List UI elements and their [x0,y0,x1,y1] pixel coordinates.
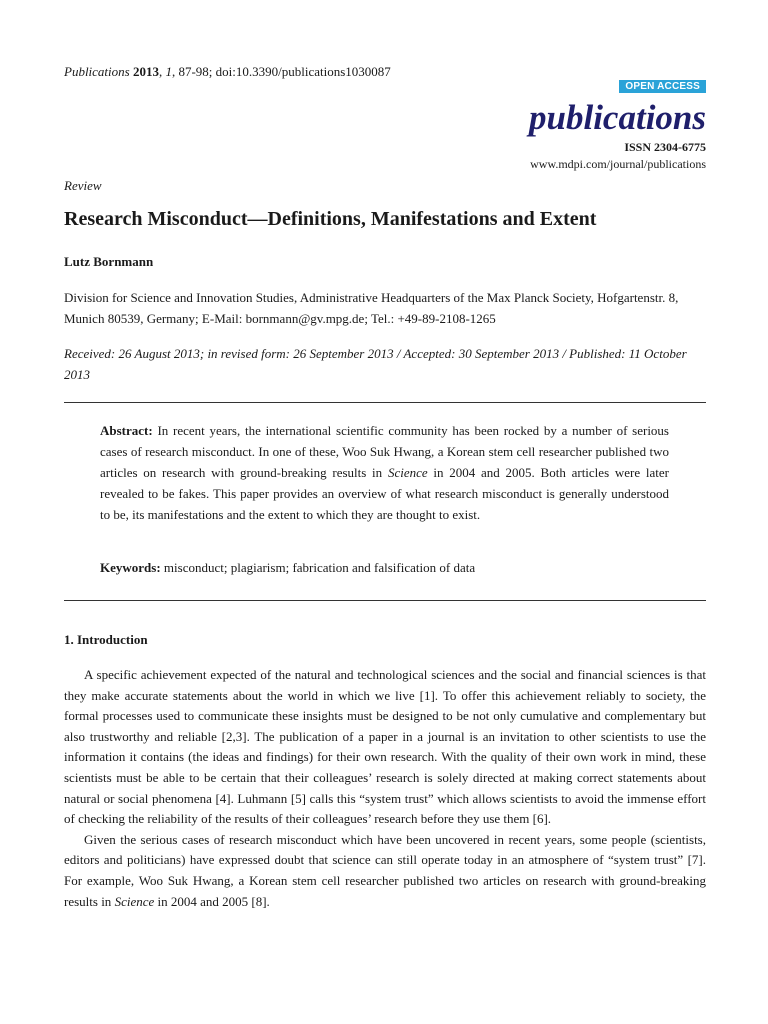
citation-volume: 1 [165,64,172,79]
publication-dates: Received: 26 August 2013; in revised form: 26 September 2013 / Accepted: 30 September 2013 / Published: 11 October 2013 [64,346,687,382]
issn: ISSN 2304-6775 [624,140,706,154]
abstract-label: Abstract: [100,423,153,438]
journal-logo: publications [529,98,706,137]
abstract-text-a: In recent years, the international scientific community has been rocked by a number of serious cases of research misconduct. In one of these, Woo Suk Hwang, a Korean stem cell researcher published two articles on research with ground-breaking results in [100,423,669,480]
journal-url[interactable]: www.mdpi.com/journal/publications [530,157,706,171]
author-name: Lutz Bornmann [64,254,154,269]
keywords [100,560,669,576]
divider-bottom [64,600,706,601]
keywords-text: misconduct; plagiarism; fabrication and falsification of data [160,560,476,575]
citation-journal: Publications [64,64,130,79]
article-type: Review [64,178,102,193]
journal-citation: Publications 2013, 1, 87-98; doi:10.3390/publications1030087 [64,64,391,79]
keywords-label: Keywords: [100,560,161,575]
paragraph-2 [64,830,706,912]
abstract-emphasis: Science [387,465,428,480]
paragraph-1: A specific achievement expected of the natural and technological sciences and the social and financial sciences is that they make accurate statements about the world in which we live [1]. To offer this achievement reliably to society, the formal processes used to communicate these insights must be designed to be not only cumulative and complementary but also trustworthy and reliable [2,3]. The publication of a paper in a journal is an invitation to other scientists to use the information it contains (the ideas and findings) for their own research. With the quality of their own work in mind, these scientists must be able to be certain that their colleagues’ research is solely directed at making correct statements about natural or social phenomena [4]. Luhmann [5] calls this “system trust” which allows scientists to avoid the immense effort of checking the reliability of the results of their colleagues’ research before they use them [6]. [64,667,706,827]
author-affiliation: Division for Science and Innovation Studies, Administrative Headquarters of the Max Planck Society, Hofgartenstr. 8, Munich 80539, Germany; E-Mail: bornmann@gv.mpg.de; Tel.: +49-89-2108-1265 [64,290,679,326]
paragraph-2-a: Given the serious cases of research misconduct which have been uncovered in recent years, some people (scientists, editors and politicians) have expressed doubt that science can still operate today in an atmosphere of “system trust” [7]. For example, Woo Suk Hwang, a Korean stem cell researcher published two articles on research with ground-breaking results in [64,831,706,909]
citation-rest: , 87-98; doi:10.3390/publications1030087 [171,64,391,79]
section-body [64,665,706,912]
paragraph-2-b: in 2004 and 2005 [8]. [154,893,270,909]
abstract-text-b: in 2004 and 2005. Both articles were later revealed to be fakes. This paper provides an overview of what research misconduct is generally understood to be, its manifestations and the extent to which they are thought to exist. [100,465,669,522]
divider-top [64,402,706,403]
paragraph-2-emphasis: Science [114,893,155,909]
article-title: Research Misconduct—Definitions, Manifestations and Extent [64,208,597,230]
open-access-badge: OPEN ACCESS [619,80,706,93]
abstract [100,420,669,525]
section-heading: 1. Introduction [64,632,148,647]
citation-year: 2013 [132,64,159,79]
